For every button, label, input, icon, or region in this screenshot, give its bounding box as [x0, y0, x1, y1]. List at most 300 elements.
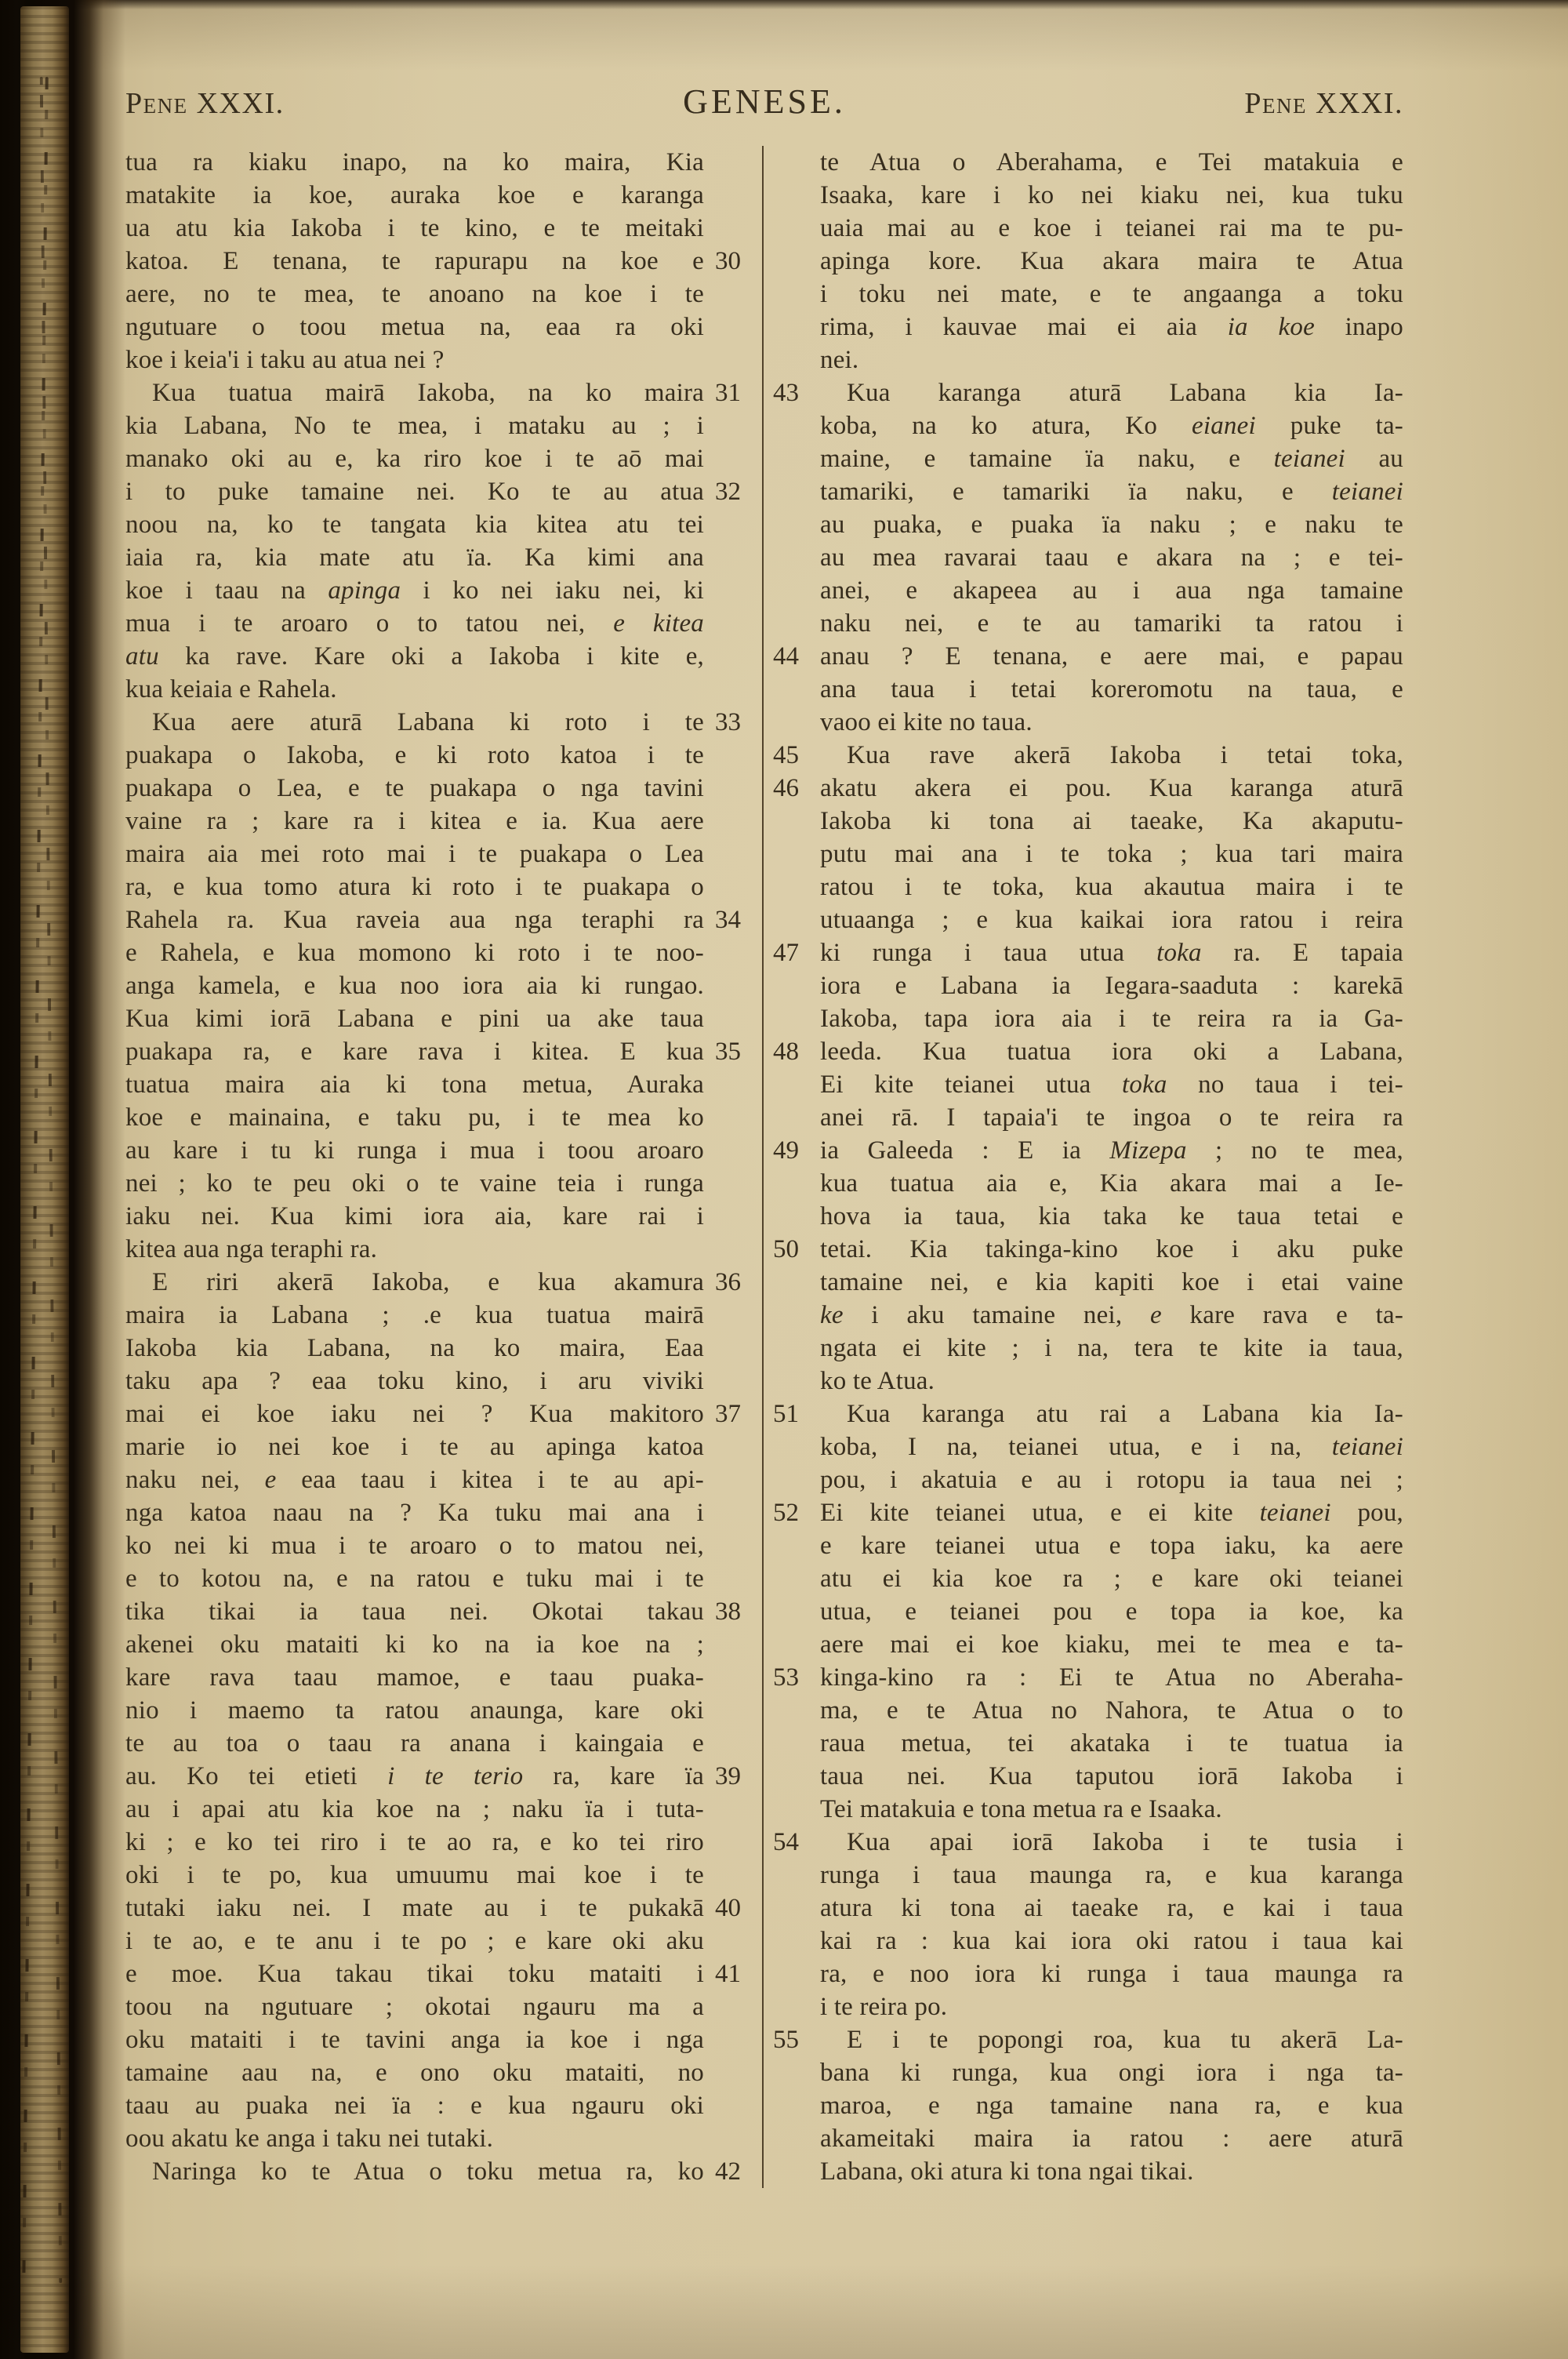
text-line: [125, 1529, 757, 1562]
text-line: [764, 1035, 1403, 1068]
verse-number-empty: [764, 706, 820, 739]
verse-number-empty: [704, 146, 757, 179]
verse-number-empty: [764, 2122, 820, 2155]
text-line: [125, 1727, 757, 1760]
verse-number: 51: [773, 1400, 799, 1428]
verse-number-empty: [764, 1365, 820, 1398]
verse-number-empty: [764, 1793, 820, 1826]
verse-number-empty: [704, 969, 757, 1002]
verse-number-empty: [704, 1299, 757, 1332]
verse-number: 53: [773, 1663, 799, 1692]
verse-text: akenei oku mataiti ki ko na ia koe na ;: [125, 1630, 704, 1659]
verse-text: aere mai ei koe kiaku, mei te mea e ta-: [820, 1630, 1403, 1659]
verse-text: nio i maemo ta ratou anaunga, kare oki: [125, 1696, 704, 1725]
text-line: [764, 607, 1403, 640]
text-line: [764, 508, 1403, 541]
text-line: [125, 1661, 757, 1694]
verse-text: au i apai atu kia koe na ; naku ïa i tuta-: [125, 1795, 704, 1823]
text-line: [125, 1990, 757, 2023]
verse-text: oki i te po, kua umuumu mai koe i te: [125, 1861, 704, 1889]
verse-number-empty: [764, 179, 820, 212]
verse-text: koe i taau na apinga i ko nei iaku nei, ki: [125, 576, 704, 605]
text-line: [125, 1299, 757, 1332]
text-line: [125, 442, 757, 475]
text-line: [125, 1365, 757, 1398]
verse-text: akatu akera ei pou. Kua karanga aturā: [820, 774, 1403, 802]
verse-number-empty: [704, 1859, 757, 1892]
verse-number-empty: [764, 2155, 820, 2188]
verse-text: taau au puaka nei ïa : e kua ngauru oki: [125, 2092, 704, 2120]
verse-number-empty: [764, 1694, 820, 1727]
verse-number-empty: [764, 1002, 820, 1035]
verse-text: e to kotou na, e na ratou e tuku mai i te: [125, 1565, 704, 1593]
text-line: [125, 343, 757, 376]
verse-number-empty: [704, 871, 757, 903]
verse-text: i to puke tamaine nei. Ko te au atua: [125, 478, 704, 506]
verse-number-empty: [764, 146, 820, 179]
verse-text: pou, i akatuia e au i rotopu ia taua nei ;: [820, 1466, 1403, 1494]
verse-text: iaia ra, kia mate atu ïa. Ka kimi ana: [125, 543, 704, 572]
verse-text: e Rahela, e kua momono ki roto i te noo-: [125, 939, 704, 967]
verse-number-empty: [764, 969, 820, 1002]
verse-number-empty: [704, 936, 757, 969]
text-line: [764, 1661, 1403, 1694]
verse-number-empty: [764, 212, 820, 245]
verse-number-empty: [704, 1826, 757, 1859]
verse-text: mai ei koe iaku nei ? Kua makitoro: [125, 1400, 704, 1428]
verse-text: Rahela ra. Kua raveia aua nga teraphi ra: [125, 906, 704, 934]
verse-number-empty: [764, 1430, 820, 1463]
verse-text: ke i aku tamaine nei, e kare rava e ta-: [820, 1301, 1404, 1329]
verse-text: Kua apai iorā Iakoba i te tusia i: [847, 1828, 1403, 1856]
verse-text: mua i te aroaro o to tatou nei, e kitea: [125, 609, 704, 638]
verse-number-empty: [704, 1233, 757, 1266]
verse-number-empty: [704, 1365, 757, 1398]
text-line: [764, 409, 1403, 442]
verse-text: oku mataiti i te tavini anga ia koe i nga: [125, 2026, 704, 2054]
verse-text: ra, e noo iora ki runga i taua maunga ra: [820, 1960, 1403, 1988]
verse-text: E riri akerā Iakoba, e kua akamura: [152, 1268, 704, 1296]
text-line: [764, 838, 1403, 871]
verse-text: maroa, e nga tamaine nana ra, e kua: [820, 2092, 1403, 2120]
verse-text: koe i keia'i i taku au atua nei ?: [125, 346, 445, 374]
verse-text: anga kamela, e kua noo iora aia ki rungao.: [125, 972, 704, 1000]
verse-text: toou na ngutuare ; okotai ngauru ma a: [125, 1993, 704, 2021]
verse-text: runga i taua maunga ra, e kua karanga: [820, 1861, 1403, 1889]
text-line: [125, 673, 757, 706]
verse-text: marie io nei koe i te au apinga katoa: [125, 1433, 704, 1461]
verse-text: ngata ei kite ; i na, tera te kite ia taua,: [820, 1334, 1403, 1362]
text-line: [764, 706, 1403, 739]
verse-number: 31: [715, 379, 741, 407]
text-line: [125, 1496, 757, 1529]
text-line: [764, 1957, 1403, 1990]
verse-number-empty: [704, 1925, 757, 1957]
verse-number-empty: [764, 343, 820, 376]
verse-text: Iakoba kia Labana, na ko maira, Eaa: [125, 1334, 704, 1362]
text-line: [125, 903, 757, 936]
verse-number: 48: [773, 1038, 799, 1066]
verse-text: leeda. Kua tuatua iora oki a Labana,: [820, 1038, 1403, 1066]
text-line: [125, 311, 757, 343]
verse-text: au mea ravarai taau e akara na ; e tei-: [820, 543, 1403, 572]
verse-number-empty: [764, 1727, 820, 1760]
verse-text: au puaka, e puaka ïa naku ; e naku te: [820, 511, 1403, 539]
verse-text: naku nei, e te au tamariki ta ratou i: [820, 609, 1403, 638]
verse-text: atura ki tona ai taeake ra, e kai i taua: [820, 1894, 1403, 1922]
text-line: [764, 1134, 1403, 1167]
verse-text: Iakoba, tapa iora aia i te reira ra ia Ga-: [820, 1005, 1403, 1033]
verse-number: 34: [715, 906, 741, 934]
text-line: [125, 1101, 757, 1134]
text-line: [125, 1233, 757, 1266]
verse-text: ngutuare o toou metua na, eaa ra oki: [125, 313, 704, 341]
text-line: [764, 1430, 1403, 1463]
verse-number-empty: [764, 1200, 820, 1233]
verse-text: au kare i tu ki runga i mua i toou aroaro: [125, 1136, 704, 1165]
verse-number-empty: [704, 1990, 757, 2023]
verse-text: i te reira po.: [820, 1993, 948, 2021]
text-line: [764, 343, 1403, 376]
verse-number-empty: [764, 278, 820, 311]
text-line: [764, 1694, 1403, 1727]
verse-number-empty: [764, 508, 820, 541]
verse-number: 38: [715, 1598, 741, 1626]
verse-number-empty: [704, 1167, 757, 1200]
verse-text: manako oki au e, ka riro koe i te aō mai: [125, 445, 704, 473]
verse-number-empty: [764, 903, 820, 936]
verse-text: uaia mai au e koe i teianei rai ma te pu-: [820, 214, 1403, 242]
verse-text: apinga kore. Kua akara maira te Atua: [820, 247, 1403, 275]
verse-text: ana taua i tetai koreromotu na taua, e: [820, 675, 1403, 703]
text-line: [125, 1892, 757, 1925]
text-line: [764, 1200, 1403, 1233]
text-line: [125, 2155, 757, 2188]
verse-number-empty: [764, 2089, 820, 2122]
verse-text: ma, e te Atua no Nahora, te Atua o to: [820, 1696, 1403, 1725]
verse-text: puakapa o Lea, e te puakapa o nga tavini: [125, 774, 704, 802]
verse-text: vaoo ei kite no taua.: [820, 708, 1033, 736]
text-line: [764, 245, 1403, 278]
text-line: [125, 1332, 757, 1365]
text-line: [764, 1793, 1403, 1826]
text-line: [764, 1496, 1403, 1529]
verse-number: 37: [715, 1400, 741, 1428]
verse-number-empty: [704, 1068, 757, 1101]
verse-text: Kua aere aturā Labana ki roto i te: [152, 708, 704, 736]
verse-text: Labana, oki atura ki tona ngai tikai.: [820, 2157, 1194, 2186]
verse-text: ko te Atua.: [820, 1367, 935, 1395]
verse-number: 49: [773, 1136, 799, 1165]
verse-text: kitea aua nga teraphi ra.: [125, 1235, 378, 1263]
text-line: [764, 1463, 1403, 1496]
verse-text: Kua rave akerā Iakoba i tetai toka,: [847, 741, 1403, 769]
verse-text: anei rā. I tapaia'i te ingoa o te reira ra: [820, 1103, 1403, 1132]
verse-number-empty: [704, 1101, 757, 1134]
verse-text: nei ; ko te peu oki o te vaine teia i runga: [125, 1169, 704, 1198]
verse-number: 41: [715, 1960, 741, 1988]
verse-text: maira ia Labana ; .e kua tuatua mairā: [125, 1301, 704, 1329]
text-line: [764, 871, 1403, 903]
verse-number-empty: [764, 442, 820, 475]
verse-number: 33: [715, 708, 741, 736]
text-line: [764, 1925, 1403, 1957]
text-line: [764, 1562, 1403, 1595]
text-line: [125, 376, 757, 409]
verse-text: tamariki, e tamariki ïa naku, e teianei: [820, 478, 1403, 506]
verse-text: tamaine aau na, e ono oku mataiti, no: [125, 2059, 704, 2087]
text-line: [764, 574, 1403, 607]
verse-number-empty: [764, 1595, 820, 1628]
verse-text: Naringa ko te Atua o toku metua ra, ko: [152, 2157, 704, 2186]
verse-text: tutaki iaku nei. I mate au i te pukakā: [125, 1894, 704, 1922]
verse-text: ua atu kia Iakoba i te kino, e te meitaki: [125, 214, 704, 242]
verse-text: koe e mainaina, e taku pu, i te mea ko: [125, 1103, 704, 1132]
verse-text: kua keiaia e Rahela.: [125, 675, 337, 703]
verse-text: kinga-kino ra : Ei te Atua no Aberaha-: [820, 1663, 1403, 1692]
verse-text: kai ra : kua kai iora oki ratou i taua kai: [820, 1927, 1403, 1955]
text-line: [125, 1826, 757, 1859]
verse-number-empty: [764, 607, 820, 640]
left-column: [125, 146, 757, 2188]
verse-text: Ei kite teianei utua toka no taua i tei-: [820, 1070, 1403, 1099]
verse-number: 54: [773, 1828, 799, 1856]
printed-content: [125, 82, 1403, 2188]
verse-number: 39: [715, 1762, 741, 1790]
text-line: [125, 541, 757, 574]
text-line: [764, 969, 1403, 1002]
text-line: [764, 311, 1403, 343]
verse-text: matakite ia koe, auraka koe e karanga: [125, 181, 704, 209]
verse-number-empty: [764, 1299, 820, 1332]
verse-text: ia Galeeda : E ia Mizepa ; no te mea,: [820, 1136, 1403, 1165]
text-line: [125, 212, 757, 245]
verse-number-empty: [764, 1332, 820, 1365]
text-line: [764, 903, 1403, 936]
verse-number-empty: [704, 179, 757, 212]
verse-number-empty: [704, 311, 757, 343]
text-line: [764, 2155, 1403, 2188]
text-line: [764, 640, 1403, 673]
text-line: [764, 1332, 1403, 1365]
verse-text: tuatua maira aia ki tona metua, Auraka: [125, 1070, 704, 1099]
verse-number-empty: [764, 475, 820, 508]
text-line: [125, 1925, 757, 1957]
text-line: [764, 1101, 1403, 1134]
text-line: [764, 1826, 1403, 1859]
verse-text: aere, no te mea, te anoano na koe i te: [125, 280, 704, 308]
verse-number-empty: [704, 805, 757, 838]
page-header: [125, 82, 1403, 125]
text-line: [125, 146, 757, 179]
verse-number-empty: [764, 1068, 820, 1101]
text-line: [764, 772, 1403, 805]
verse-text: kua tuatua aia e, Kia akara mai a Ie-: [820, 1169, 1403, 1198]
text-line: [125, 1167, 757, 1200]
verse-text: Ei kite teianei utua, e ei kite teianei pou,: [820, 1499, 1403, 1527]
verse-text: i te ao, e te anu i te po ; e kare oki aku: [125, 1927, 704, 1955]
text-line: [125, 739, 757, 772]
verse-number-empty: [764, 673, 820, 706]
verse-number-empty: [764, 871, 820, 903]
verse-text: putu mai ana i te toka ; kua tari maira: [820, 840, 1403, 868]
verse-number-empty: [704, 772, 757, 805]
verse-text: Kua kimi iorā Labana e pini ua ake taua: [125, 1005, 704, 1033]
text-line: [125, 1694, 757, 1727]
verse-number-empty: [764, 1101, 820, 1134]
verse-text: raua metua, tei akataka i te tuatua ia: [820, 1729, 1403, 1757]
verse-number-empty: [704, 343, 757, 376]
text-line: [125, 1957, 757, 1990]
text-line: [125, 1562, 757, 1595]
scan-top-shadow: [0, 0, 1568, 9]
verse-number-empty: [704, 1694, 757, 1727]
text-line: [125, 1200, 757, 1233]
verse-text: ki runga i taua utua toka ra. E tapaia: [820, 939, 1403, 967]
book-title: GENESE.: [683, 82, 846, 121]
text-line: [764, 475, 1403, 508]
verse-text: bana ki runga, kua ongi iora i nga ta-: [820, 2059, 1403, 2087]
verse-text: i toku nei mate, e te angaanga a toku: [820, 280, 1403, 308]
text-line: [764, 1727, 1403, 1760]
text-line: [125, 969, 757, 1002]
verse-text: rima, i kauvae mai ei aia ia koe inapo: [820, 313, 1404, 341]
text-line: [764, 2023, 1403, 2056]
verse-number-empty: [764, 1990, 820, 2023]
text-line: [125, 2089, 757, 2122]
verse-number-empty: [764, 1859, 820, 1892]
text-line: [764, 1068, 1403, 1101]
text-line: [125, 1068, 757, 1101]
text-line: [125, 607, 757, 640]
book-spine: [0, 0, 125, 2359]
verse-number-empty: [704, 212, 757, 245]
verse-number: 30: [715, 247, 741, 275]
verse-number-empty: [704, 673, 757, 706]
verse-number: 52: [773, 1499, 799, 1527]
text-line: [764, 1365, 1403, 1398]
verse-number-empty: [704, 1134, 757, 1167]
verse-number-empty: [704, 1496, 757, 1529]
verse-text: hova ia taua, kia taka ke taua tetai e: [820, 1202, 1403, 1230]
verse-text: utuaanga ; e kua kaikai iora ratou i reira: [820, 906, 1403, 934]
text-line: [125, 1430, 757, 1463]
verse-number: 44: [773, 642, 799, 671]
text-line: [125, 838, 757, 871]
verse-text: atu ka rave. Kare oki a Iakoba i kite e,: [125, 642, 704, 671]
text-line: [125, 179, 757, 212]
verse-text: puakapa ra, e kare rava i kitea. E kua: [125, 1038, 704, 1066]
verse-number-empty: [764, 1167, 820, 1200]
text-line: [764, 2122, 1403, 2155]
verse-text: puakapa o Iakoba, e ki roto katoa i te: [125, 741, 704, 769]
text-line: [125, 2056, 757, 2089]
text-line: [764, 1233, 1403, 1266]
verse-number-empty: [704, 278, 757, 311]
verse-number: 47: [773, 939, 799, 967]
verse-number-empty: [764, 1266, 820, 1299]
verse-number-empty: [764, 1957, 820, 1990]
text-line: [764, 2056, 1403, 2089]
text-line: [764, 1859, 1403, 1892]
verse-text: noou na, ko te tangata kia kitea atu tei: [125, 511, 704, 539]
text-line: [764, 146, 1403, 179]
text-line: [125, 508, 757, 541]
verse-text: iaku nei. Kua kimi iora aia, kare rai i: [125, 1202, 704, 1230]
text-line: [764, 1892, 1403, 1925]
verse-text: Isaaka, kare i ko nei kiaku nei, kua tuku: [820, 181, 1403, 209]
verse-number-empty: [764, 1529, 820, 1562]
text-line: [125, 1595, 757, 1628]
verse-number-empty: [704, 1529, 757, 1562]
text-line: [764, 442, 1403, 475]
verse-text: utua, e teianei pou e topa ia koe, ka: [820, 1598, 1403, 1626]
text-line: [125, 805, 757, 838]
verse-number-empty: [704, 640, 757, 673]
verse-number-empty: [704, 607, 757, 640]
verse-number-empty: [704, 1200, 757, 1233]
verse-number: 40: [715, 1894, 741, 1922]
text-line: [125, 772, 757, 805]
verse-text: au. Ko tei etieti i te terio ra, kare ïa: [125, 1762, 705, 1790]
text-line: [764, 212, 1403, 245]
verse-number-empty: [704, 1727, 757, 1760]
verse-number-empty: [764, 838, 820, 871]
text-line: [764, 1595, 1403, 1628]
text-line: [764, 541, 1403, 574]
verse-number-empty: [764, 1925, 820, 1957]
text-line: [125, 871, 757, 903]
text-line: [764, 2089, 1403, 2122]
text-line: [125, 1793, 757, 1826]
text-line: [125, 936, 757, 969]
verse-number-empty: [704, 2122, 757, 2155]
text-line: [764, 1167, 1403, 1200]
verse-number: 32: [715, 478, 741, 506]
verse-text: te Atua o Aberahama, e Tei matakuia e: [820, 148, 1403, 176]
text-line: [764, 1266, 1403, 1299]
verse-number-empty: [704, 541, 757, 574]
verse-number-empty: [764, 1463, 820, 1496]
verse-text: Kua karanga aturā Labana kia Ia-: [847, 379, 1403, 407]
verse-number-empty: [704, 2023, 757, 2056]
verse-text: nga katoa naau na ? Ka tuku mai ana i: [125, 1499, 704, 1527]
verse-number-empty: [704, 1430, 757, 1463]
running-head-left: Pene XXXI.: [125, 87, 285, 120]
text-line: [125, 1859, 757, 1892]
verse-number-empty: [764, 805, 820, 838]
verse-number-empty: [704, 1332, 757, 1365]
verse-text: Kua karanga atu rai a Labana kia Ia-: [847, 1400, 1403, 1428]
verse-text: atu ei kia koe ra ; e kare oki teianei: [820, 1565, 1403, 1593]
verse-text: ki ; e ko tei riro i te ao ra, e ko tei riro: [125, 1828, 704, 1856]
verse-number-empty: [764, 574, 820, 607]
verse-text: taku apa ? eaa toku kino, i aru viviki: [125, 1367, 704, 1395]
text-line: [764, 1990, 1403, 2023]
verse-number-empty: [764, 1760, 820, 1793]
text-line: [764, 1398, 1403, 1430]
verse-number-empty: [704, 838, 757, 871]
verse-text: Tei matakuia e tona metua ra e Isaaka.: [820, 1795, 1222, 1823]
text-line: [764, 1299, 1403, 1332]
page-edges-decoration: [20, 6, 69, 2353]
right-column: [764, 146, 1403, 2188]
text-line: [764, 936, 1403, 969]
text-line: [764, 805, 1403, 838]
verse-text: e moe. Kua takau tikai toku mataiti i: [125, 1960, 704, 1988]
verse-text: anau ? E tenana, e aere mai, e papau: [820, 642, 1403, 671]
verse-text: kare rava taau mamoe, e taau puaka-: [125, 1663, 704, 1692]
